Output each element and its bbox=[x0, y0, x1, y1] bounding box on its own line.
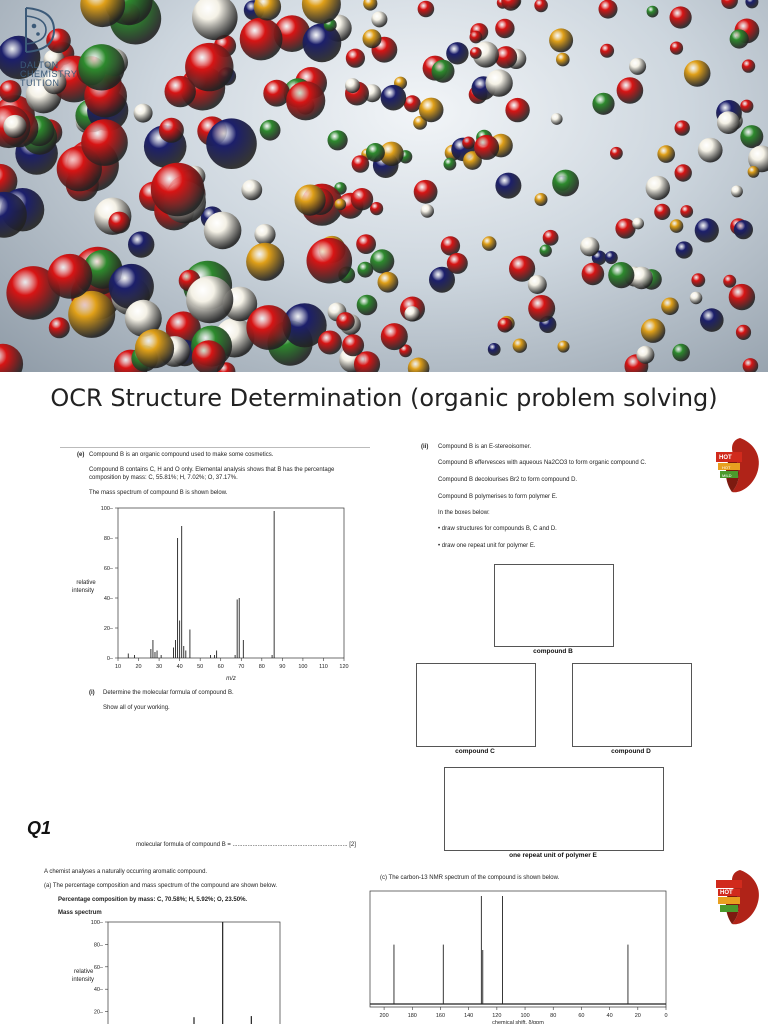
dalton-logo bbox=[20, 4, 100, 88]
molecule-sphere bbox=[551, 113, 563, 125]
x-tick-label: 120 bbox=[339, 664, 349, 670]
molecule-sphere bbox=[742, 59, 755, 72]
molecule-sphere bbox=[745, 0, 758, 8]
molecule-sphere bbox=[661, 298, 679, 316]
molecule-sphere bbox=[495, 19, 514, 38]
molecule-sphere bbox=[717, 111, 740, 134]
molecule-sphere bbox=[404, 95, 421, 112]
question-line-4: The mass spectrum of compound B is shown below. bbox=[89, 490, 228, 496]
molecule-sphere bbox=[605, 251, 618, 264]
answer-line: molecular formula of compound B = ..................................................................... [2] bbox=[136, 842, 356, 848]
molecule-sphere bbox=[263, 80, 290, 107]
molecule-sphere bbox=[700, 308, 724, 332]
molecule-sphere bbox=[736, 325, 751, 340]
molecule-sphere bbox=[540, 245, 552, 257]
x-tick-label: 60 bbox=[578, 1013, 585, 1019]
molecule-sphere bbox=[432, 60, 455, 83]
molecule-sphere bbox=[552, 170, 579, 197]
y-tick-label: 80– bbox=[103, 536, 113, 542]
molecule-sphere bbox=[672, 344, 690, 362]
molecule-sphere bbox=[474, 135, 499, 160]
answer-box-compound-b[interactable] bbox=[494, 564, 614, 647]
y-tick-label: 100– bbox=[100, 506, 113, 512]
caption-polymer-e: one repeat unit of polymer E bbox=[509, 852, 597, 859]
bullet-2-text: draw one repeat unit for polymer E. bbox=[441, 543, 536, 549]
x-tick-label: 200 bbox=[379, 1013, 389, 1019]
ms2-ylabel-2: intensity bbox=[72, 977, 95, 983]
molecule-sphere bbox=[246, 243, 284, 281]
c13-nmr-chart bbox=[366, 888, 678, 1024]
chilli-badge-icon bbox=[712, 436, 764, 496]
sub-label-i: (i) bbox=[89, 690, 95, 696]
q1-label: Q1 bbox=[27, 818, 52, 838]
x-tick-label: 160 bbox=[435, 1013, 446, 1019]
x-tick-label: 40 bbox=[606, 1013, 613, 1019]
molecule-sphere bbox=[336, 312, 355, 331]
molecule-sphere bbox=[345, 78, 360, 93]
molecule-sphere bbox=[185, 43, 233, 91]
ii-line-5: In the boxes below: bbox=[438, 510, 490, 516]
molecule-sphere bbox=[328, 130, 348, 150]
molecule-sphere bbox=[698, 138, 723, 163]
molecule-sphere bbox=[734, 220, 753, 239]
molecule-sphere bbox=[135, 329, 174, 368]
molecule-sphere bbox=[505, 98, 529, 122]
ii-line-4: Compound B polymerises to form polymer E. bbox=[438, 494, 558, 500]
molecule-sphere bbox=[462, 137, 475, 150]
sub-i-text: Determine the molecular formula of compound B. bbox=[103, 690, 234, 696]
difficulty-badge-bottom bbox=[712, 868, 764, 933]
molecule-sphere bbox=[254, 224, 275, 245]
y-tick-label: 0– bbox=[106, 656, 113, 662]
molecule-sphere bbox=[641, 319, 665, 343]
plot-frame bbox=[108, 922, 280, 1024]
answer-box-polymer-e[interactable] bbox=[444, 767, 664, 851]
molecule-sphere bbox=[0, 80, 22, 102]
molecule-sphere bbox=[610, 147, 623, 160]
x-tick-label: 180 bbox=[407, 1013, 417, 1019]
molecule-sphere bbox=[447, 253, 468, 274]
x-tick-label: 80 bbox=[550, 1013, 557, 1019]
question-line-2: Compound B contains C, H and O only. Elemental analysis shows that B has the percentage bbox=[89, 467, 335, 473]
x-tick-label: 70 bbox=[238, 664, 245, 670]
molecule-sphere bbox=[675, 120, 690, 135]
molecule-sphere bbox=[636, 346, 654, 364]
molecule-sphere bbox=[543, 230, 559, 246]
difficulty-badge-top bbox=[712, 436, 764, 501]
molecule-sphere bbox=[535, 193, 548, 206]
chilli-badge-icon bbox=[712, 868, 764, 928]
molecule-sphere bbox=[549, 28, 573, 52]
molecule-sphere bbox=[748, 166, 760, 178]
caption-compound-d: compound D bbox=[611, 748, 651, 755]
ii-line-3: Compound B decolourises Br2 to form compound D. bbox=[438, 477, 578, 483]
bullet-1: • draw structures for compounds B, C and D. bbox=[438, 526, 557, 532]
molecule-sphere bbox=[670, 219, 684, 233]
ms-ylabel-2: intensity bbox=[72, 588, 95, 594]
molecule-sphere bbox=[730, 29, 749, 48]
molecule-sphere bbox=[608, 262, 634, 288]
logo-line-2: CHEMISTRY bbox=[20, 69, 78, 79]
molecule-sphere bbox=[192, 0, 238, 40]
molecule-sphere bbox=[582, 263, 605, 286]
bullet-1-text: draw structures for compounds B, C and D. bbox=[441, 526, 557, 532]
x-tick-label: 140 bbox=[464, 1013, 474, 1019]
molecule-sphere bbox=[729, 284, 755, 310]
molecule-sphere bbox=[599, 0, 618, 19]
caption-compound-b: compound B bbox=[533, 648, 573, 655]
molecule-sphere bbox=[0, 344, 23, 372]
y-tick-label: 20– bbox=[103, 626, 113, 632]
molecule-sphere bbox=[580, 237, 599, 256]
molecule-sphere bbox=[335, 199, 347, 211]
molecule-sphere bbox=[617, 77, 644, 104]
part-label-ii: (ii) bbox=[421, 444, 429, 450]
molecule-sphere bbox=[419, 98, 444, 123]
molecule-sphere bbox=[723, 275, 736, 288]
caption-compound-c: compound C bbox=[455, 748, 495, 755]
molecule-sphere bbox=[371, 11, 387, 27]
molecule-sphere bbox=[446, 42, 468, 64]
molecule-sphere bbox=[351, 188, 373, 210]
x-tick-label: 20 bbox=[135, 664, 142, 670]
molecule-sphere bbox=[128, 231, 154, 257]
molecule-sphere bbox=[731, 185, 743, 197]
x-tick-label: 100 bbox=[520, 1013, 530, 1019]
molecule-sphere bbox=[482, 236, 497, 251]
x-tick-label: 50 bbox=[197, 664, 204, 670]
molecule-sphere bbox=[495, 173, 521, 199]
molecule-sphere bbox=[318, 331, 342, 355]
plot-frame bbox=[118, 508, 344, 658]
logo-mark-icon bbox=[20, 4, 60, 56]
part-label-e: (e) bbox=[77, 452, 85, 458]
logo-line-1: DALTON bbox=[20, 60, 59, 70]
molecule-sphere bbox=[485, 69, 512, 96]
molecule-sphere bbox=[352, 155, 370, 173]
sub-i-text-2: Show all of your working. bbox=[103, 705, 170, 711]
molecule-sphere bbox=[632, 218, 644, 230]
molecule-sphere bbox=[615, 218, 635, 238]
part-a-text: (a) The percentage composition and mass spectrum of the compound are shown below. bbox=[44, 883, 278, 889]
x-tick-label: 60 bbox=[217, 664, 224, 670]
molecule-sphere bbox=[441, 236, 460, 255]
bullet-2: • draw one repeat unit for polymer E. bbox=[438, 543, 536, 549]
molecule-sphere bbox=[370, 249, 394, 273]
molecule-sphere bbox=[408, 358, 430, 373]
molecule-sphere bbox=[303, 23, 342, 62]
molecule-sphere bbox=[151, 163, 205, 217]
x-axis-label: chemical shift, δ/ppm bbox=[492, 1020, 544, 1024]
y-tick-label: 20– bbox=[93, 1009, 103, 1016]
molecule-sphere bbox=[680, 205, 693, 218]
plot-frame bbox=[370, 891, 666, 1007]
ms2-ylabel-1: relative bbox=[74, 969, 94, 975]
molecule-sphere bbox=[363, 0, 377, 11]
x-tick-label: 40 bbox=[176, 664, 183, 670]
molecule-sphere bbox=[357, 262, 373, 278]
ms-ylabel-1: relative bbox=[76, 580, 96, 586]
molecule-sphere bbox=[695, 218, 719, 242]
molecule-sphere bbox=[421, 204, 434, 217]
x-tick-label: 90 bbox=[279, 664, 286, 670]
molecule-sphere bbox=[186, 276, 233, 323]
molecule-sphere bbox=[498, 318, 513, 333]
molecule-sphere bbox=[357, 295, 378, 316]
mass-spectrum-q1-chart bbox=[84, 918, 284, 1024]
x-tick-label: 80 bbox=[258, 664, 265, 670]
molecule-sphere bbox=[356, 234, 376, 254]
molecule-sphere bbox=[240, 18, 283, 61]
molecule-sphere bbox=[260, 120, 281, 141]
molecule-sphere bbox=[740, 100, 753, 113]
x-tick-label: 30 bbox=[156, 664, 163, 670]
molecule-sphere bbox=[654, 204, 670, 220]
y-tick-label: 80– bbox=[93, 942, 103, 949]
molecule-spheres-illustration bbox=[0, 0, 768, 372]
molecule-sphere bbox=[81, 119, 128, 166]
page-title: OCR Structure Determination (organic problem solving) bbox=[50, 384, 718, 412]
molecule-sphere bbox=[528, 295, 555, 322]
y-tick-label: 100– bbox=[90, 920, 103, 926]
molecule-sphere bbox=[241, 180, 262, 201]
answer-box-compound-d[interactable] bbox=[572, 663, 692, 747]
composition-text: Percentage composition by mass: C, 70.58%; H, 5.92%; O, 23.50%. bbox=[58, 897, 248, 903]
molecule-sphere bbox=[721, 0, 738, 9]
molecule-sphere bbox=[558, 341, 570, 353]
ii-line-1: Compound B is an E-stereoisomer. bbox=[438, 444, 532, 450]
molecule-sphere bbox=[647, 6, 659, 18]
y-tick-label: 60– bbox=[103, 566, 113, 572]
molecule-sphere bbox=[246, 305, 291, 350]
logo-line-3: TUITION bbox=[20, 78, 60, 88]
molecule-sphere bbox=[405, 306, 420, 321]
molecule-sphere bbox=[501, 0, 520, 11]
intro-text: A chemist analyses a naturally occurring aromatic compound. bbox=[44, 869, 208, 875]
molecule-sphere bbox=[676, 241, 693, 258]
molecule-sphere bbox=[646, 176, 670, 200]
molecule-sphere bbox=[307, 238, 353, 284]
molecule-sphere bbox=[690, 292, 703, 305]
badge-sub-1: HOT bbox=[722, 465, 731, 470]
molecule-sphere bbox=[206, 118, 257, 169]
molecule-sphere bbox=[418, 1, 435, 18]
molecule-sphere bbox=[48, 254, 93, 299]
molecule-sphere bbox=[657, 145, 675, 163]
molecule-sphere bbox=[366, 143, 385, 162]
ms-title: Mass spectrum bbox=[58, 910, 102, 916]
hero-molecule-image bbox=[0, 0, 768, 372]
molecule-sphere bbox=[691, 273, 705, 287]
molecule-sphere bbox=[381, 85, 407, 111]
molecule-sphere bbox=[534, 0, 548, 12]
part-c-text: (c) The carbon-13 NMR spectrum of the compound is shown below. bbox=[380, 875, 560, 881]
x-axis-label: m/z bbox=[226, 676, 236, 682]
x-tick-label: 0 bbox=[664, 1013, 668, 1019]
badge-hot-label: HOT bbox=[720, 890, 733, 896]
molecule-sphere bbox=[414, 180, 438, 204]
molecule-sphere bbox=[444, 158, 457, 171]
molecule-sphere bbox=[49, 317, 70, 338]
molecule-sphere bbox=[286, 81, 325, 120]
molecule-sphere bbox=[470, 31, 483, 44]
ii-line-2: Compound B effervesces with aqueous Na2CO3 to form organic compound C. bbox=[438, 460, 647, 466]
molecule-sphere bbox=[378, 272, 399, 293]
molecule-sphere bbox=[3, 115, 26, 138]
x-tick-label: 10 bbox=[114, 664, 122, 670]
molecule-sphere bbox=[295, 185, 326, 216]
molecule-sphere bbox=[600, 44, 614, 58]
molecule-sphere bbox=[488, 343, 501, 356]
badge-sub-2: MILD bbox=[722, 473, 732, 478]
molecule-sphere bbox=[470, 47, 482, 59]
x-tick-label: 20 bbox=[634, 1013, 641, 1019]
molecule-sphere bbox=[159, 118, 184, 143]
answer-box-compound-c[interactable] bbox=[416, 663, 536, 747]
molecule-sphere bbox=[670, 42, 683, 55]
x-tick-label: 100 bbox=[298, 664, 308, 670]
question-line-3: composition by mass: C, 55.81%; H, 7.02%; O, 37.17%. bbox=[89, 475, 238, 481]
molecule-sphere bbox=[592, 93, 614, 115]
divider bbox=[60, 447, 370, 448]
badge-hot-label: HOT bbox=[719, 455, 732, 461]
molecule-sphere bbox=[134, 104, 153, 123]
question-line-1: Compound B is an organic compound used to make some cosmetics. bbox=[89, 452, 274, 458]
molecule-sphere bbox=[363, 29, 382, 48]
molecule-sphere bbox=[204, 212, 242, 250]
y-tick-label: 60– bbox=[93, 964, 103, 971]
molecule-sphere bbox=[743, 358, 759, 372]
molecule-sphere bbox=[556, 53, 570, 67]
x-tick-label: 110 bbox=[319, 664, 328, 670]
molecule-sphere bbox=[528, 275, 547, 294]
mass-spectrum-b-chart bbox=[95, 500, 355, 685]
molecule-sphere bbox=[740, 125, 763, 148]
molecule-sphere bbox=[346, 49, 365, 68]
molecule-sphere bbox=[108, 212, 130, 234]
molecule-sphere bbox=[342, 334, 364, 356]
y-tick-label: 40– bbox=[93, 987, 103, 994]
molecule-sphere bbox=[684, 60, 711, 87]
molecule-sphere bbox=[675, 164, 692, 181]
molecule-sphere bbox=[629, 58, 646, 75]
molecule-sphere bbox=[670, 6, 692, 28]
molecule-sphere bbox=[513, 339, 527, 353]
molecule-sphere bbox=[381, 323, 408, 350]
y-tick-label: 40– bbox=[103, 596, 113, 602]
x-tick-label: 120 bbox=[492, 1013, 502, 1019]
